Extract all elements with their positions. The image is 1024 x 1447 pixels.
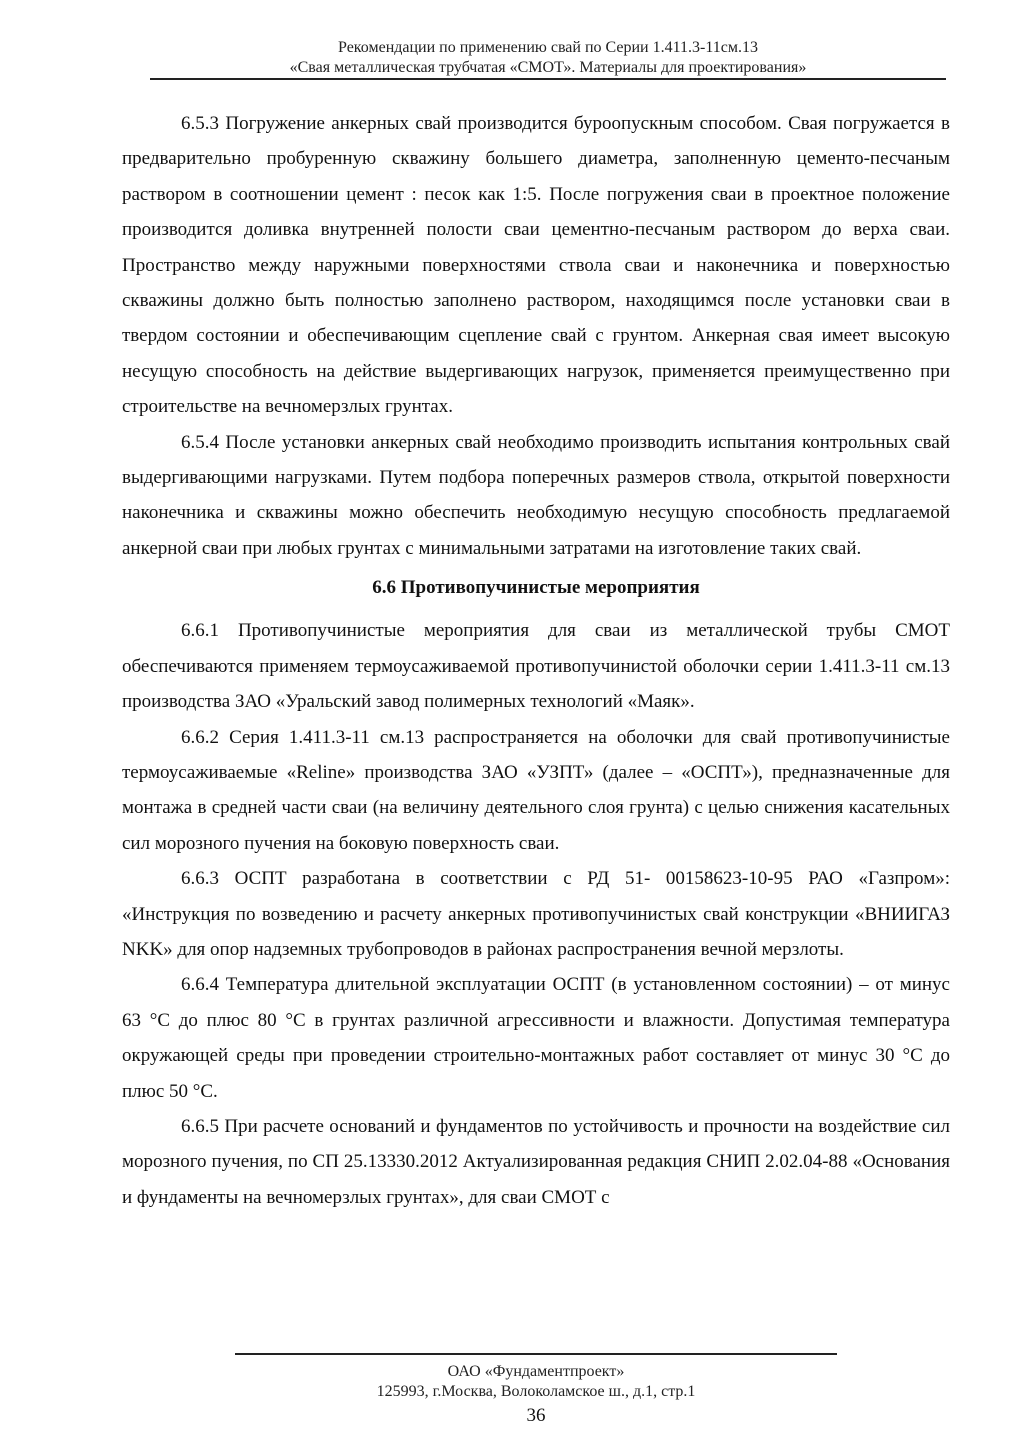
paragraph-6-6-1: 6.6.1 Противопучинистые мероприятия для сваи из металлической трубы СМОТ обеспечиваются применяем термоусаживаемой противопучинистой оболочки серии 1.411.3-11 см.13 производства ЗАО «Уральский завод полимерных технологий «Маяк». [122, 620, 950, 713]
page-header [150, 38, 946, 78]
header-line-2: «Свая металлическая трубчатая «СМОТ». Материалы для проектирования» [289, 59, 807, 76]
paragraph-6-6-5: 6.6.5 При расчете оснований и фундаментов по устойчивость и прочности на воздействие сил морозного пучения, по СП 25.13330.2012 Актуализированная редакция СНИП 2.02.04-88 «Основания и фундаменты на вечномерзлых грунтах», для сваи СМОТ с [122, 1115, 950, 1208]
section-title: 6.6 Противопучинистые мероприятия [372, 577, 700, 599]
footer-divider [235, 1353, 837, 1355]
paragraph-6-6-2: 6.6.2 Серия 1.411.3-11 см.13 распространяется на оболочки для свай противопучинистые термоусаживаемые «Reline» производства ЗАО «УЗПТ» (далее – «ОСПТ»), предназначенные для монтажа в средней части сваи (на величину деятельного слоя грунта) с целью снижения касательных сил морозного пучения на боковую поверхность сваи. [122, 726, 950, 854]
paragraph-6-5-3: 6.5.3 Погружение анкерных свай производится буроопускным способом. Свая погружается в предварительно пробуренную скважину большего диаметра, заполненную цементо-песчаным раствором в соотношении цемент : песок как 1:5. После погружения сваи в проектное положение производится доливка внутренней полости сваи цементно-песчаным раствором до верха сваи. Пространство между наружными поверхностями ствола сваи и наконечника и поверхностью скважины должно быть полностью заполнено раствором, находящимся после установки сваи в твердом состоянии и обеспечивающим сцепление свай с грунтом. Анкерная свая имеет высокую несущую способность на действие выдергивающих нагрузок, применяется преимущественно при строительстве на вечномерзлых грунтах. [122, 113, 950, 418]
paragraph-6-6-4: 6.6.4 Температура длительной эксплуатации ОСПТ (в установленном состоянии) – от минус 63 °С до плюс 80 °С в грунтах различной агрессивности и влажности. Допустимая температура окружающей среды при проведении строительно-монтажных работ составляет от минус 30 °С до плюс 50 °С. [122, 974, 950, 1102]
document-body [122, 106, 950, 1215]
header-line-1: Рекомендации по применению свай по Серии 1.411.3-11см.13 [338, 39, 758, 56]
paragraph-6-6-3: 6.6.3 ОСПТ разработана в соответствии с РД 51- 00158623-10-95 РАО «Газпром»: «Инструкция по возведению и расчету анкерных противопучинистых свай конструкции «ВНИИГАЗ NKK» для опор надземных трубопроводов в районах распространения вечной мерзлоты. [122, 868, 950, 960]
page-footer [235, 1362, 837, 1402]
footer-address: 125993, г.Москва, Волоколамское ш., д.1, стр.1 [376, 1383, 696, 1400]
paragraph-6-5-4: 6.5.4 После установки анкерных свай необходимо производить испытания контрольных свай выдергивающими нагрузками. Путем подбора поперечных размеров ствола, открытой поверхности наконечника и скважины можно обеспечить необходимую несущую способность предлагаемой анкерной сваи при любых грунтах с минимальными затратами на изготовление таких свай. [122, 431, 950, 559]
page-number: 36 [526, 1405, 546, 1426]
header-divider [150, 78, 946, 80]
footer-organization: ОАО «Фундаментпроект» [447, 1363, 625, 1380]
